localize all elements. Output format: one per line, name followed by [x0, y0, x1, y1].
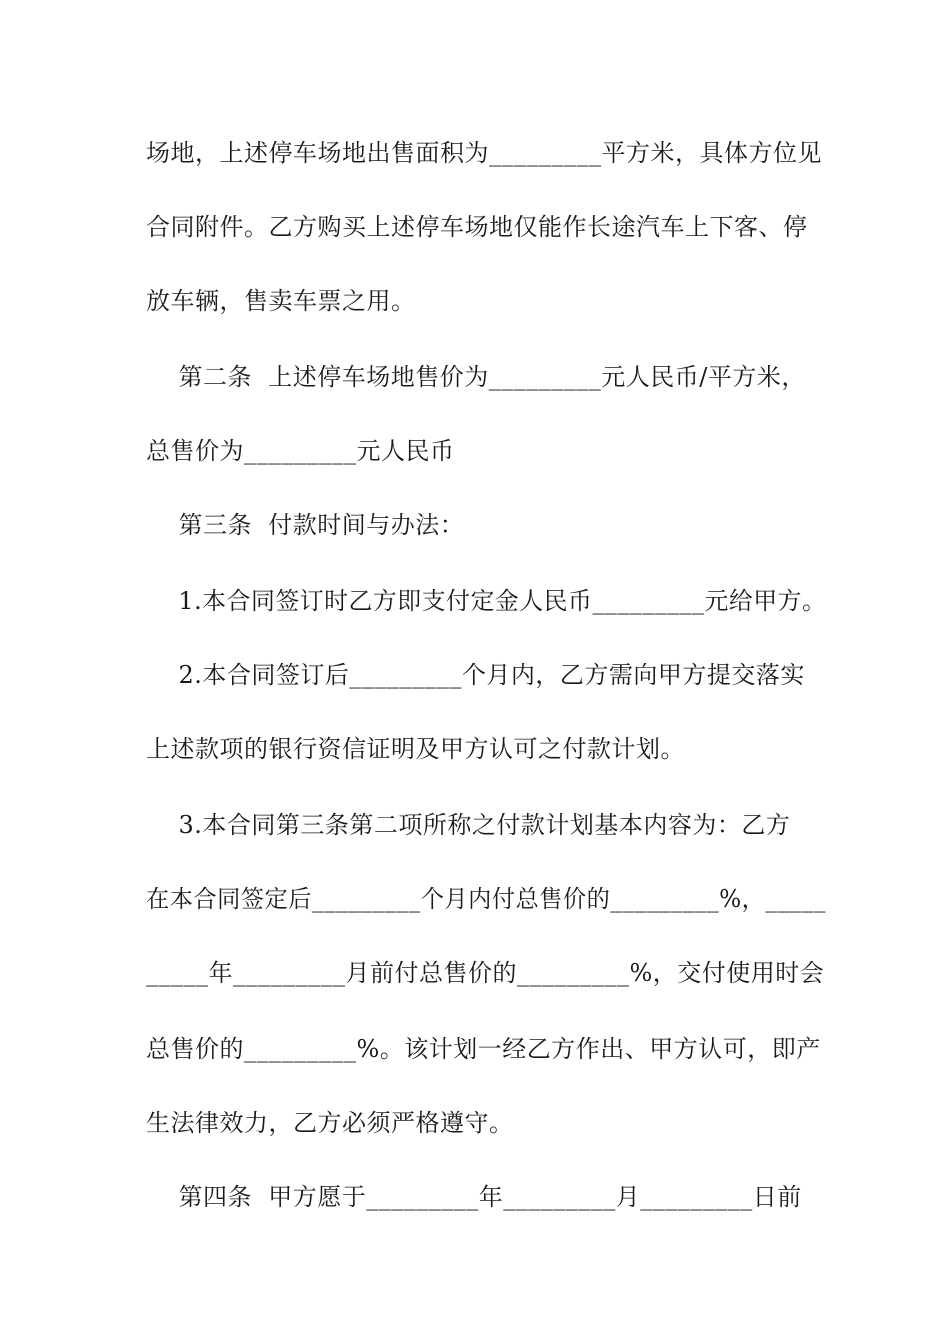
- text-line-5: 总售价为_________元人民币: [146, 437, 455, 465]
- text-line-3: 放车辆，售卖车票之用。: [146, 287, 416, 315]
- text-line-9: 上述款项的银行资信证明及甲方认可之付款计划。: [146, 735, 685, 763]
- text-line-14: 生法律效力，乙方必须严格遵守。: [146, 1109, 514, 1137]
- text-line-8: 2.本合同签订后_________个月内，乙方需向甲方提交落实: [146, 661, 805, 689]
- text-line-4: 第二条 上述停车场地售价为_________元人民币/平方米，: [146, 363, 806, 391]
- text-line-11: 在本合同签定后_________个月内付总售价的_________%，_____: [146, 885, 826, 913]
- text-line-15: 第四条 甲方愿于_________年_________月_________日前: [146, 1183, 802, 1211]
- text-line-6: 第三条 付款时间与办法：: [146, 511, 465, 539]
- text-line-10: 3.本合同第三条第二项所称之付款计划基本内容为：乙方: [146, 811, 791, 839]
- text-line-12: _____年_________月前付总售价的_________%，交付使用时会: [146, 959, 825, 987]
- text-line-1: 场地，上述停车场地出售面积为_________平方米，具体方位见: [146, 139, 822, 167]
- text-line-2: 合同附件。乙方购买上述停车场地仅能作长途汽车上下客、停: [146, 213, 808, 241]
- text-line-7: 1.本合同签订时乙方即支付定金人民币_________元给甲方。: [146, 587, 827, 615]
- text-line-13: 总售价的_________%。该计划一经乙方作出、甲方认可，即产: [146, 1035, 821, 1063]
